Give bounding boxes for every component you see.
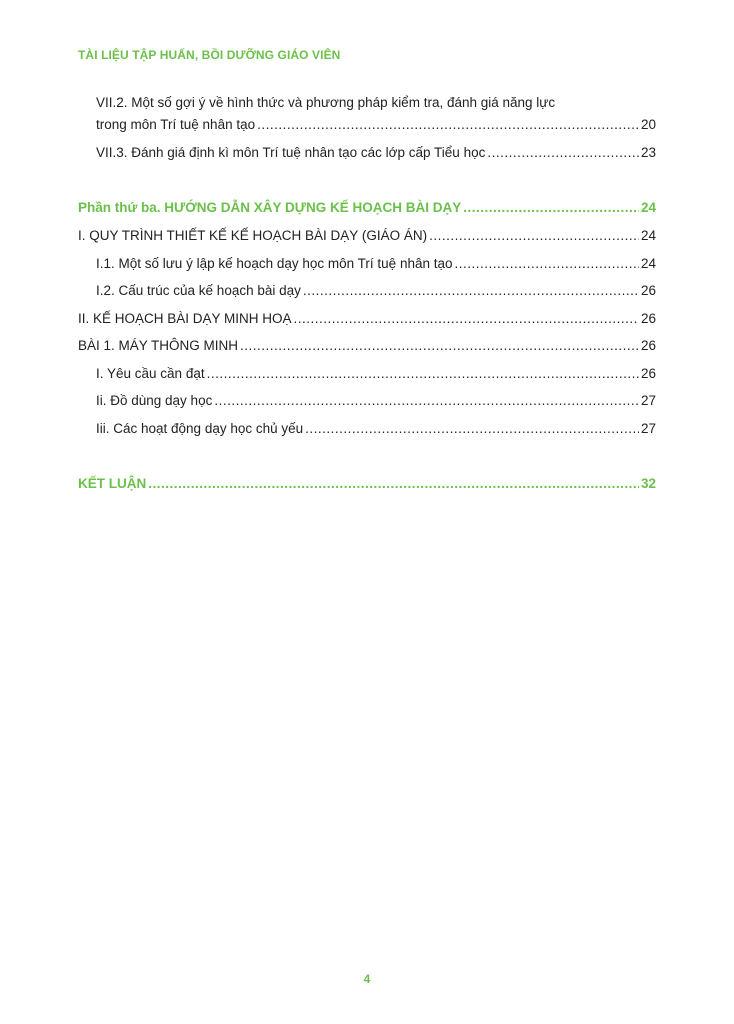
toc-entry-page: 26 [640,283,656,298]
toc-entry-page: 27 [640,421,656,436]
toc-entry-page: 23 [640,145,656,160]
dot-leader [429,227,639,245]
toc-entry-lesson-1-i[interactable] [96,365,656,383]
dot-leader [463,199,639,217]
dot-leader [214,392,639,410]
toc-entry-title: II. KẾ HOẠCH BÀI DẠY MINH HOẠ [78,311,292,326]
toc-entry-i2[interactable] [96,282,656,300]
dot-leader [207,365,639,383]
toc-entry-i1[interactable] [96,255,656,273]
dot-leader [148,475,639,493]
toc-entry-page: 20 [640,117,656,132]
toc-entry-page: 26 [640,366,656,381]
toc-entry-conclusion[interactable] [78,475,656,493]
toc-entry-lesson-1-iii[interactable] [96,420,656,438]
toc-entry-title: I.2. Cấu trúc của kế hoạch bài dạy [96,283,301,298]
toc-entry-page: 26 [640,338,656,353]
page-number: 4 [363,972,371,986]
toc-entry-title: I. QUY TRÌNH THIẾT KẾ KẾ HOẠCH BÀI DẠY (GIÁO ÁN) [78,228,428,243]
toc-entry-vii2[interactable] [96,116,656,134]
dot-leader [303,282,639,300]
toc-entry-part-three[interactable] [78,199,656,217]
toc-entry-i[interactable] [78,227,656,245]
toc-entry-title: Iii. Các hoạt động dạy học chủ yếu [96,421,304,436]
dot-leader [487,144,639,162]
toc-entry-page: 26 [640,311,656,326]
toc-entry-title: KẾT LUẬN [78,476,147,491]
toc-entry-vii2-line1: VII.2. Một số gợi ý về hình thức và phương pháp kiểm tra, đánh giá năng lực [96,95,556,110]
toc-entry-title: BÀI 1. MÁY THÔNG MINH [78,338,239,353]
toc-entry-title: VII.3. Đánh giá định kì môn Trí tuệ nhân tạo các lớp cấp Tiểu học [96,145,486,160]
toc-entry-lesson-1[interactable] [78,337,656,355]
toc-entry-title: Ii. Đồ dùng dạy học [96,393,213,408]
toc-entry-title: I. Yêu cầu cần đạt [96,366,205,381]
toc-entry-title: I.1. Một số lưu ý lập kế hoạch dạy học môn Trí tuệ nhân tạo [96,256,453,271]
dot-leader [257,116,639,134]
dot-leader [455,255,639,273]
toc-entry-page: 24 [640,200,656,215]
running-header: TÀI LIỆU TẬP HUẤN, BỒI DƯỠNG GIÁO VIÊN [78,48,341,62]
toc-entry-vii3[interactable] [96,144,656,162]
toc-entry-page: 24 [640,256,656,271]
toc-entry-page: 27 [640,393,656,408]
dot-leader [240,337,639,355]
dot-leader [305,420,639,438]
toc-entry-title: Phần thứ ba. HƯỚNG DẪN XÂY DỰNG KẾ HOẠCH BÀI DẠY [78,200,462,215]
toc-entry-lesson-1-ii[interactable] [96,392,656,410]
toc-entry-ii[interactable] [78,310,656,328]
dot-leader [294,310,639,328]
toc-entry-page: 24 [640,228,656,243]
toc-entry-page: 32 [640,476,656,491]
toc-entry-title: trong môn Trí tuệ nhân tạo [96,117,256,132]
